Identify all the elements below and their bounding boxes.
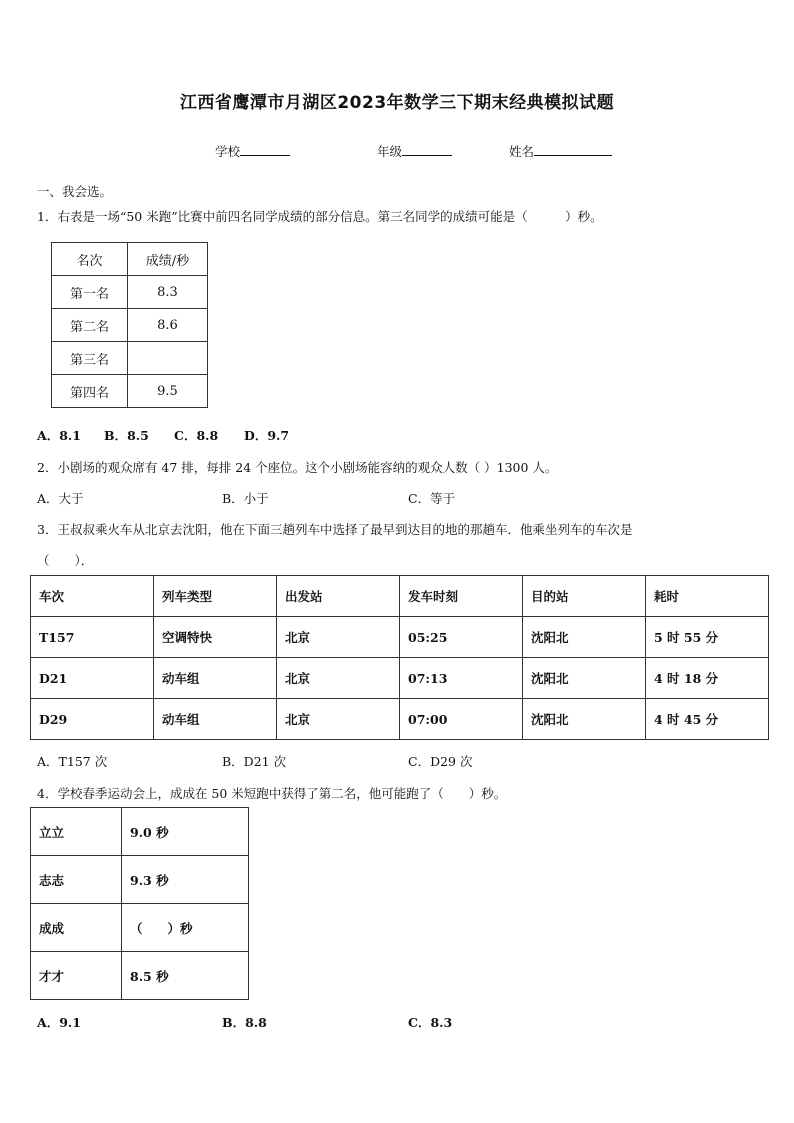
q3-option-c[interactable]: C．D29 次 xyxy=(408,754,473,769)
q2-option-a[interactable]: A．大于 xyxy=(37,491,84,506)
table-row xyxy=(31,856,249,904)
table-cell: T157 xyxy=(31,617,154,658)
table-cell: 才才 xyxy=(31,952,122,1000)
name-blank[interactable] xyxy=(534,143,612,156)
q2-option-b[interactable]: B．小于 xyxy=(222,491,269,506)
table-cell: 07:13 xyxy=(400,658,523,699)
section-title: 一、我会选。 xyxy=(37,184,113,199)
table-cell: 5 时 55 分 xyxy=(646,617,769,658)
table-row xyxy=(52,375,208,408)
table-cell: 立立 xyxy=(31,808,122,856)
table-cell: 8.3 xyxy=(128,276,208,309)
table-cell: 第三名 xyxy=(52,342,128,375)
table-cell: 9.3 秒 xyxy=(122,856,249,904)
table-cell: 成成 xyxy=(31,904,122,952)
table-cell: 第一名 xyxy=(52,276,128,309)
table-row xyxy=(31,617,769,658)
q1-option-c[interactable]: C．8.8 xyxy=(174,428,219,443)
table-cell: 8.5 秒 xyxy=(122,952,249,1000)
question-2-text: 2．小剧场的观众席有 47 排，每排 24 个座位。这个小剧场能容纳的观众人数（ ）1300 人。 xyxy=(37,460,558,475)
table-header-cell: 名次 xyxy=(52,243,128,276)
table-cell: 北京 xyxy=(277,617,400,658)
q1-option-a[interactable]: A．8.1 xyxy=(37,428,81,443)
q4-option-a[interactable]: A．9.1 xyxy=(37,1015,81,1030)
table-row xyxy=(31,699,769,740)
table-cell: 9.5 xyxy=(128,375,208,408)
table-cell: 第四名 xyxy=(52,375,128,408)
q1-option-b[interactable]: B．8.5 xyxy=(104,428,149,443)
table-cell: 沈阳北 xyxy=(523,699,646,740)
table-cell: 志志 xyxy=(31,856,122,904)
table-header-cell: 目的站 xyxy=(523,576,646,617)
q4-option-c[interactable]: C．8.3 xyxy=(408,1015,453,1030)
grade-field xyxy=(377,142,452,160)
table-cell: 4 时 18 分 xyxy=(646,658,769,699)
name-field xyxy=(509,142,612,160)
table-cell: 沈阳北 xyxy=(523,658,646,699)
school-label: 学校 xyxy=(215,144,241,159)
school-field xyxy=(215,142,290,160)
table-cell: 空调特快 xyxy=(154,617,277,658)
table-cell: 9.0 秒 xyxy=(122,808,249,856)
table-row xyxy=(31,658,769,699)
table-header-cell: 出发站 xyxy=(277,576,400,617)
table-cell: 8.6 xyxy=(128,309,208,342)
table-header-cell: 成绩/秒 xyxy=(128,243,208,276)
table-row xyxy=(52,342,208,375)
table-row xyxy=(52,276,208,309)
table-cell: 07:00 xyxy=(400,699,523,740)
q3-table xyxy=(30,575,769,740)
table-cell xyxy=(128,342,208,375)
q1-option-d[interactable]: D．9.7 xyxy=(244,428,290,443)
table-cell: D29 xyxy=(31,699,154,740)
q3-option-a[interactable]: A．T157 次 xyxy=(37,754,108,769)
grade-blank[interactable] xyxy=(402,143,452,156)
question-3-text-cont: （ ）． xyxy=(37,553,94,568)
page-title: 江西省鹰潭市月湖区2023年数学三下期末经典模拟试题 xyxy=(179,93,615,113)
q3-option-b[interactable]: B．D21 次 xyxy=(222,754,287,769)
table-cell: （ ）秒 xyxy=(122,904,249,952)
table-cell: D21 xyxy=(31,658,154,699)
q4-option-b[interactable]: B．8.8 xyxy=(222,1015,267,1030)
table-row xyxy=(52,309,208,342)
q2-option-c[interactable]: C．等于 xyxy=(408,491,456,506)
question-4-text: 4．学校春季运动会上，成成在 50 米短跑中获得了第二名，他可能跑了（ ）秒。 xyxy=(37,786,507,801)
table-row xyxy=(31,808,249,856)
table-cell: 北京 xyxy=(277,699,400,740)
question-1-text: 1．右表是一场“50 米跑”比赛中前四名同学成绩的部分信息。第三名同学的成绩可能是（ ）秒。 xyxy=(37,209,603,224)
table-row xyxy=(31,904,249,952)
table-row xyxy=(31,952,249,1000)
q1-table xyxy=(51,242,208,408)
table-cell: 动车组 xyxy=(154,699,277,740)
table-header-cell: 发车时刻 xyxy=(400,576,523,617)
table-cell: 北京 xyxy=(277,658,400,699)
table-cell: 第二名 xyxy=(52,309,128,342)
school-blank[interactable] xyxy=(240,143,290,156)
table-header-cell: 车次 xyxy=(31,576,154,617)
question-3-text: 3．王叔叔乘火车从北京去沈阳，他在下面三趟列车中选择了最早到达目的地的那趟车．他乘坐列车的车次是 xyxy=(37,522,633,537)
table-header-cell: 耗时 xyxy=(646,576,769,617)
table-header-row xyxy=(31,576,769,617)
table-header-cell: 列车类型 xyxy=(154,576,277,617)
table-cell: 05:25 xyxy=(400,617,523,658)
table-cell: 4 时 45 分 xyxy=(646,699,769,740)
table-cell: 沈阳北 xyxy=(523,617,646,658)
grade-label: 年级 xyxy=(377,144,403,159)
table-header-row xyxy=(52,243,208,276)
table-cell: 动车组 xyxy=(154,658,277,699)
name-label: 姓名 xyxy=(509,144,535,159)
q4-table xyxy=(30,807,249,1000)
